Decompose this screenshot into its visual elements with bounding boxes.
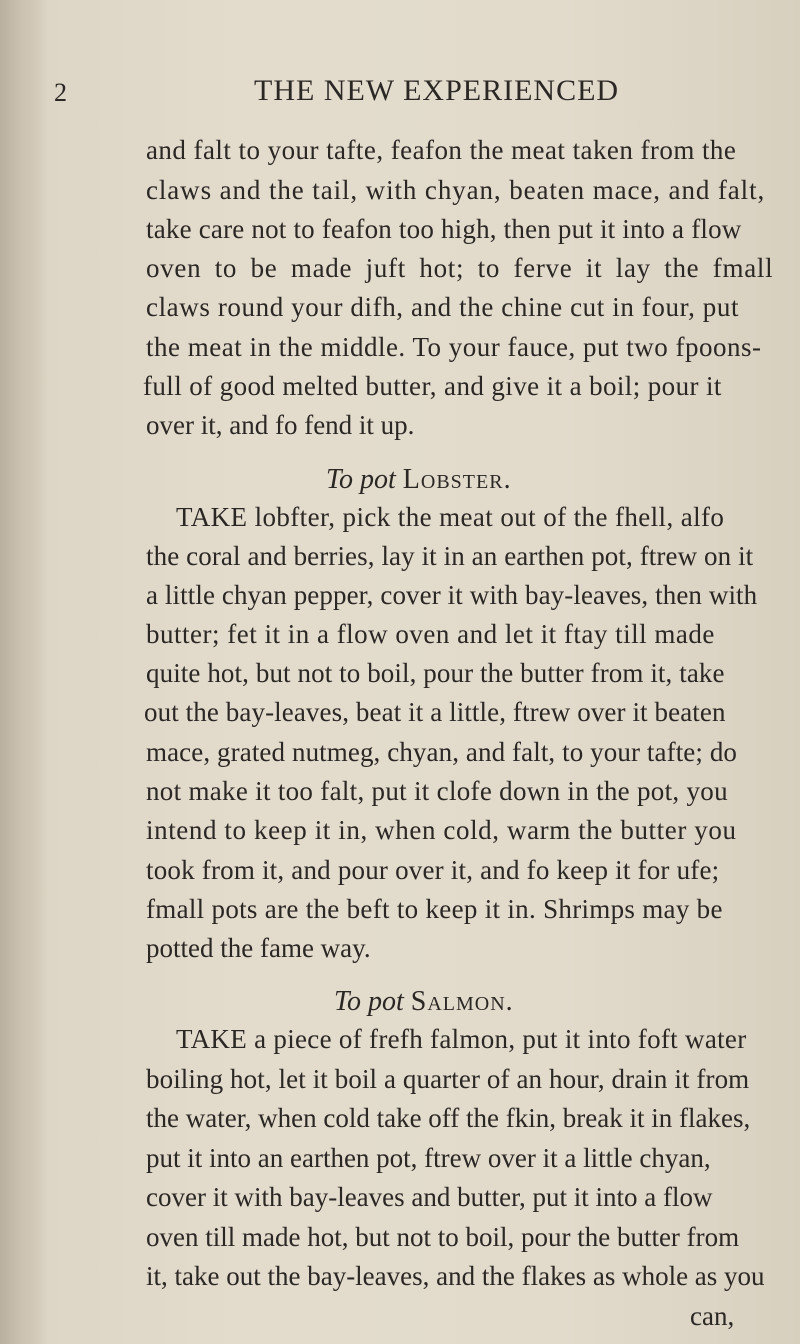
heading-prefix: To pot [334,986,404,1018]
text-line: the coral and berries, lay it in an earthen pot, ftrew on it [146,540,754,571]
text-line: the water, when cold take off the fkin, break it in flakes, [146,1103,751,1134]
running-title: THE NEW EXPERIENCED [254,74,620,107]
text-line: claws round your difh, and the chine cut in four, put [146,292,740,323]
text-line: boiling hot, let it boil a quarter of an hour, drain it from [146,1063,750,1094]
catchword: can, [690,1301,735,1331]
text-line: TAKE a piece of frefh falmon, put it into foft water [176,1024,747,1055]
page-header [54,74,754,114]
text-line: the meat in the middle. To your fauce, put two fpoons- [146,331,762,362]
text-line: it, take out the bay-leaves, and the flakes as whole as you [146,1261,765,1292]
recipe-heading-salmon [0,986,800,1018]
recipe-heading-lobster [0,464,800,496]
text-line: take care not to feafon too high, then put it into a flow [146,214,742,245]
heading-name: Lobster. [402,464,512,496]
text-line: out the bay-leaves, beat it a little, ftrew over it beaten [144,697,726,728]
text-line: put it into an earthen pot, ftrew over it a little chyan, [146,1142,711,1173]
text-line: fmall pots are the beft to keep it in. Shrimps may be [146,893,723,924]
text-line: oven to be made juft hot; to ferve it lay the fmall [146,252,774,283]
text-line: claws and the tail, with chyan, beaten mace, and falt, [146,174,766,205]
heading-prefix: To pot [326,464,396,496]
text-line: quite hot, but not to boil, pour the butter from it, take [146,657,725,688]
text-line: oven till made hot, but not to boil, pour the butter from [146,1221,740,1252]
text-line: not make it too falt, put it clofe down in the pot, you [146,775,728,806]
text-line: a little chyan pepper, cover it with bay-leaves, then with [146,579,758,610]
text-line: took from it, and pour over it, and fo keep it for ufe; [146,854,720,885]
text-line: intend to keep it in, when cold, warm the butter you [146,815,737,846]
text-line: over it, and fo fend it up. [146,410,415,441]
text-line: potted the fame way. [146,933,371,964]
text-line: cover it with bay-leaves and butter, put it into a flow [146,1182,713,1213]
text-line: full of good melted butter, and give it a boil; pour it [143,370,722,401]
heading-name: Salmon. [410,986,514,1018]
text-line: butter; fet it in a flow oven and let it ftay till made [146,619,715,650]
text-line: and falt to your tafte, feafon the meat taken from the [146,135,737,165]
text-line: TAKE lobfter, pick the meat out of the fhell, alfo [176,502,725,533]
text-line: mace, grated nutmeg, chyan, and falt, to your tafte; do [146,736,738,767]
page-number: 2 [54,78,67,107]
